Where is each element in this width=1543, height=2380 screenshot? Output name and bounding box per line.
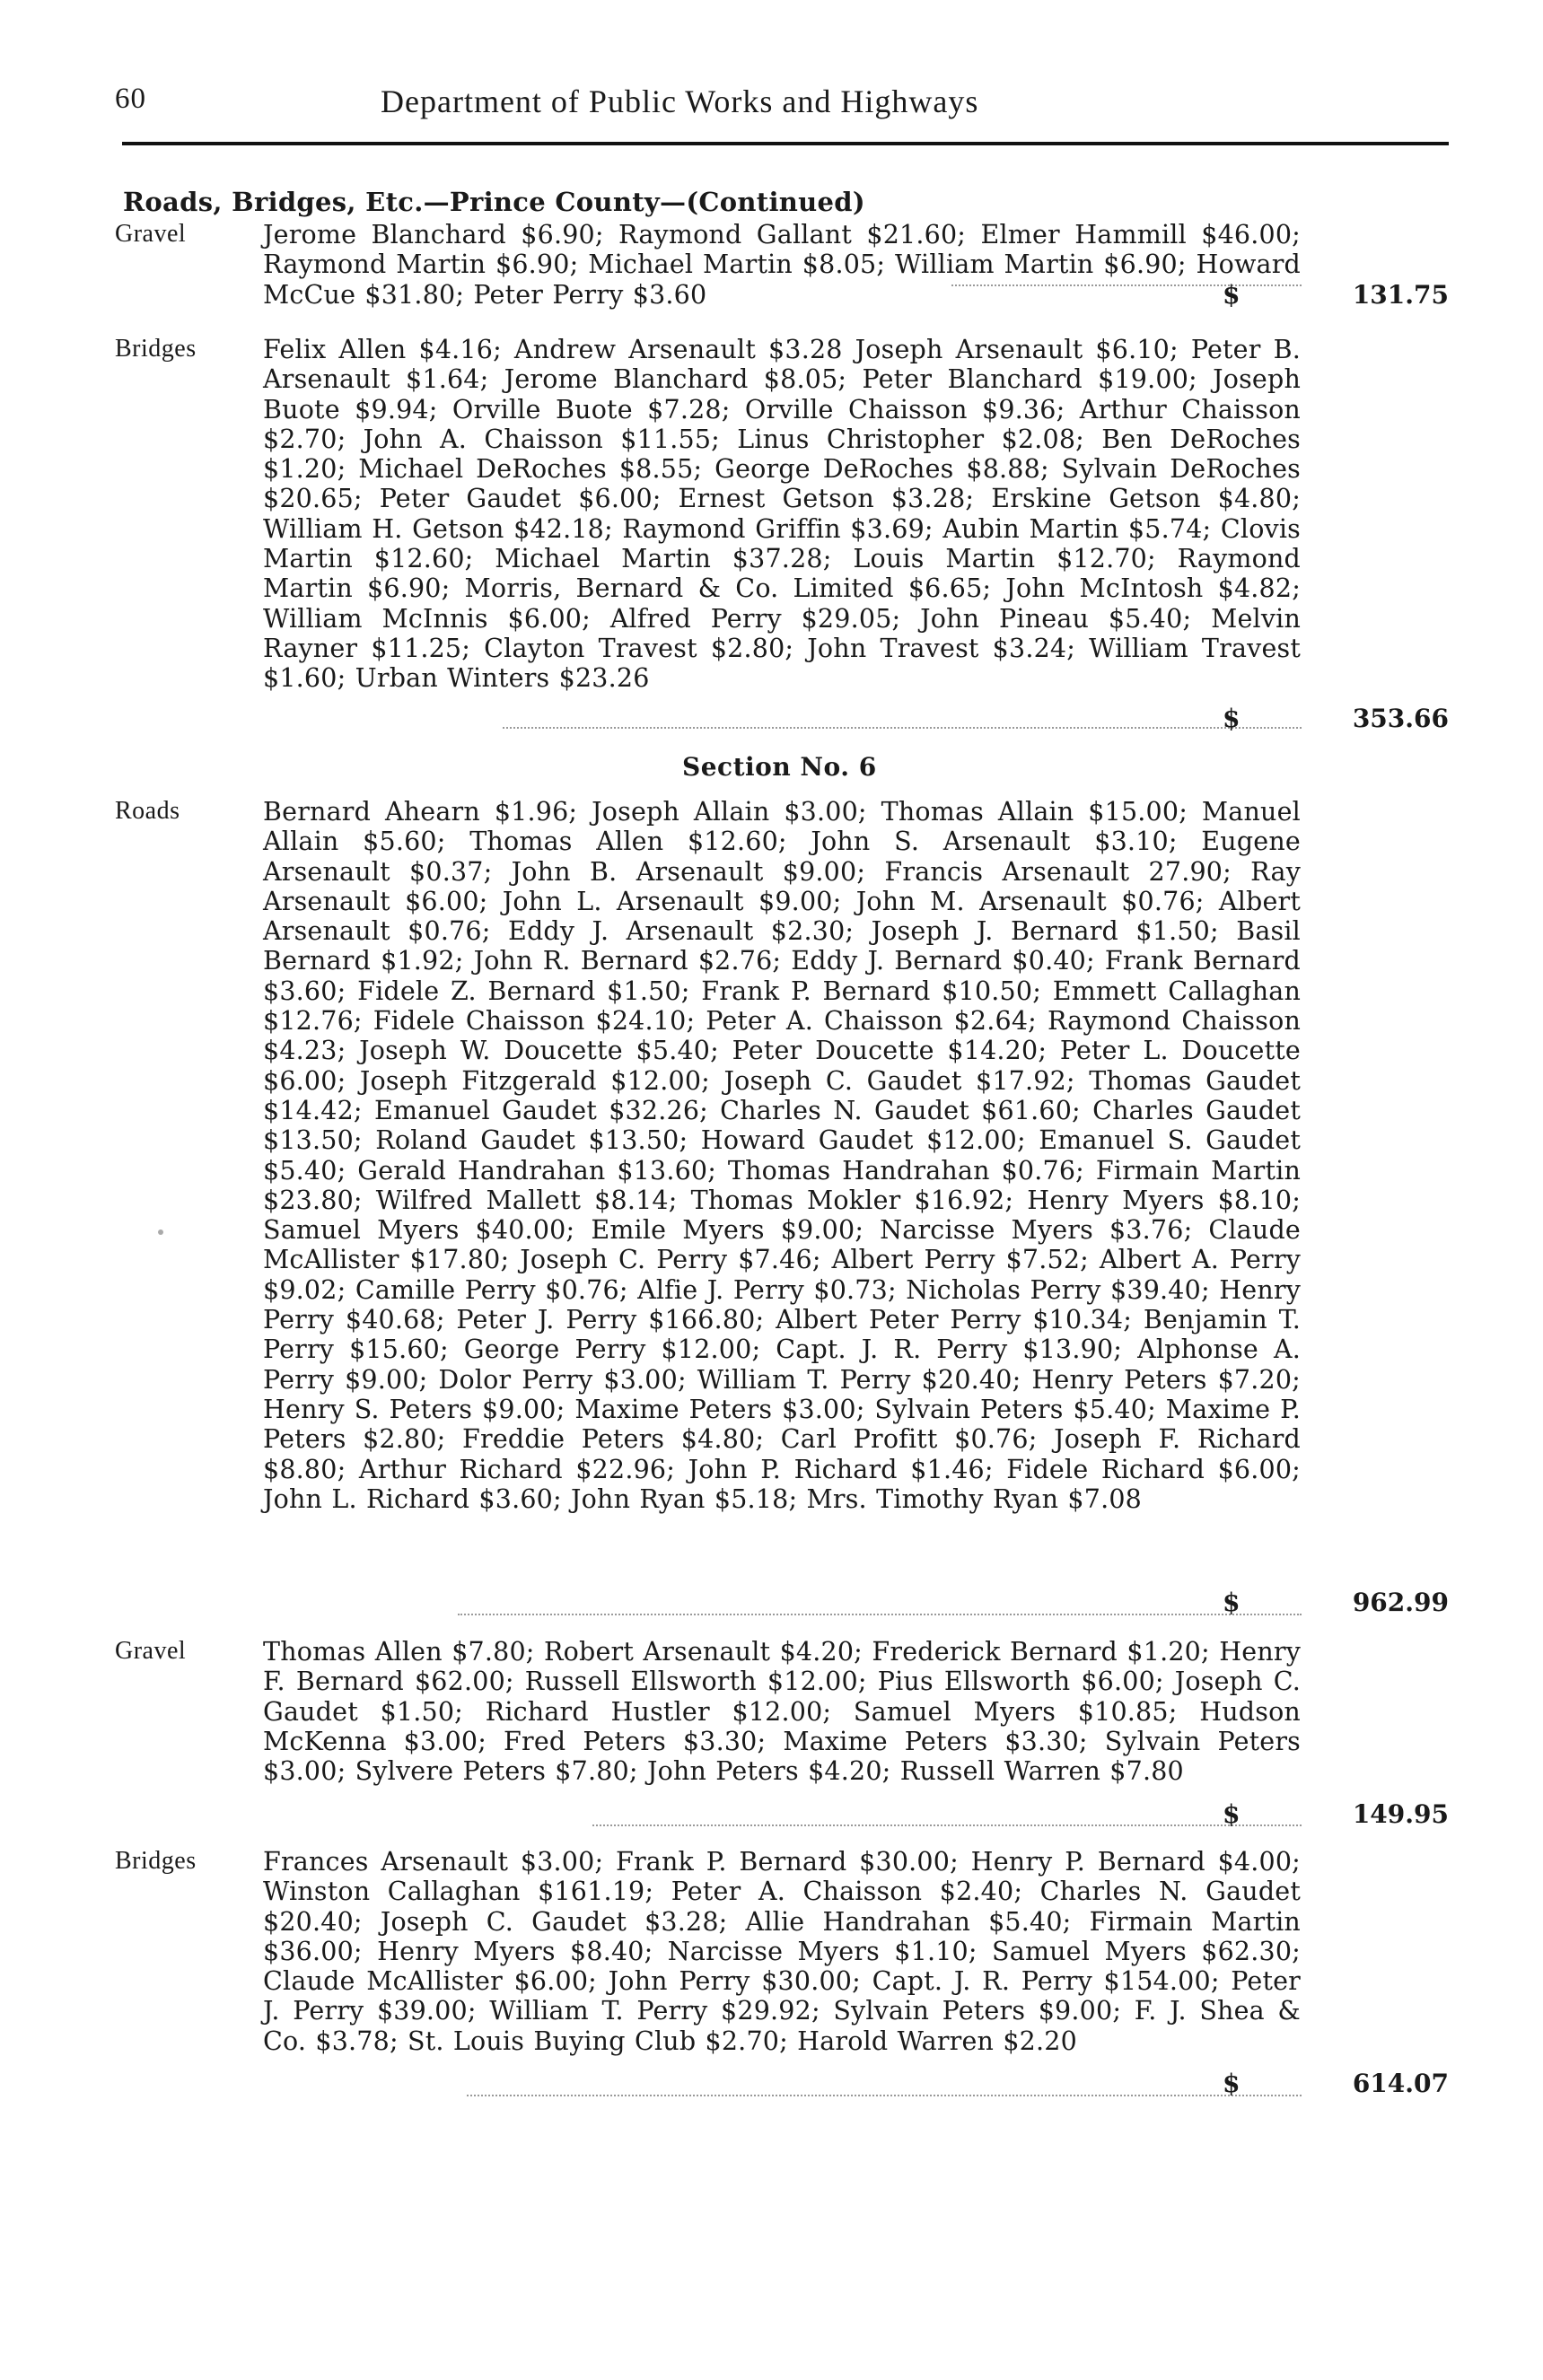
dollar-sign: $	[1223, 1588, 1241, 1617]
entry-label: Roads	[115, 797, 180, 825]
dollar-sign: $	[1223, 1799, 1241, 1829]
amount-value: 131.75	[1352, 280, 1449, 310]
dot-leader	[458, 1612, 1302, 1615]
ink-speck	[158, 1229, 163, 1235]
amount-value: 614.07	[1352, 2069, 1449, 2098]
dot-leader	[467, 2093, 1302, 2096]
entry-label: Gravel	[115, 220, 187, 248]
entry-text: Jerome Blanchard $6.90; Raymond Gallant $21.60; Elmer Hammill $46.00; Raymond Martin $6.90; Michael Martin $8.05; William Martin $6.90; Howard McCue $31.80; Peter Perry $3.60	[263, 220, 1301, 310]
amount-value: 353.66	[1352, 704, 1449, 733]
page-title: Department of Public Works and Highways	[381, 83, 979, 119]
entry-label: Bridges	[115, 335, 197, 363]
entry-text: Bernard Ahearn $1.96; Joseph Allain $3.00; Thomas Allain $15.00; Manuel Allain $5.60; Thomas Allen $12.60; John S. Arsenault $3.10; Eugene Arsenault $0.37; John B. Arsenault $9.00; Francis Arsenault 27.90; Ray Arsenault $6.00; John L. Arsenault $9.00; John M. Arsenault $0.76; Albert Arsenault $0.76; Eddy J. Arsenault $2.30; Joseph J. Bernard $1.50; Basil Bernard $1.92; John R. Bernard $2.76; Eddy J. Bernard $0.40; Frank Bernard $3.60; Fidele Z. Bernard $1.50; Frank P. Bernard $10.50; Emmett Callaghan $12.76; Fidele Chaisson $24.10; Peter A. Chaisson $2.64; Raymond Chaisson $4.23; Joseph W. Doucette $5.40; Peter Doucette $14.20; Peter L. Doucette $6.00; Joseph Fitzgerald $12.00; Joseph C. Gaudet $17.92; Thomas Gaudet $14.42; Emanuel Gaudet $32.26; Charles N. Gaudet $61.60; Charles Gaudet $13.50; Roland Gaudet $13.50; Howard Gaudet $12.00; Emanuel S. Gaudet $5.40; Gerald Handrahan $13.60; Thomas Handrahan $0.76; Firmain Martin $23.80; Wilfred Mallett $8.14; Thomas Mokler $16.92; Henry Myers $8.10; Samuel Myers $40.00; Emile Myers $9.00; Narcisse Myers $3.76; Claude McAllister $17.80; Joseph C. Perry $7.46; Albert Perry $7.52; Albert A. Perry $9.02; Camille Perry $0.76; Alfie J. Perry $0.73; Nicholas Perry $39.40; Henry Perry $40.68; Peter J. Perry $166.80; Albert Peter Perry $10.34; Benjamin T. Perry $15.60; George Perry $12.00; Capt. J. R. Perry $13.90; Alphonse A. Perry $9.00; Dolor Perry $3.00; William T. Perry $20.40; Henry Peters $7.20; Henry S. Peters $9.00; Maxime Peters $3.00; Sylvain Peters $5.40; Maxime P. Peters $2.80; Freddie Peters $4.80; Carl Profitt $0.76; Joseph F. Richard $8.80; Arthur Richard $22.96; John P. Richard $1.46; Fidele Richard $6.00; John L. Richard $3.60; John Ryan $5.18; Mrs. Timothy Ryan $7.08	[263, 797, 1301, 1514]
dot-leader	[592, 1823, 1302, 1826]
page-header	[115, 83, 1449, 136]
dot-leader	[951, 283, 1302, 286]
entry-text: Felix Allen $4.16; Andrew Arsenault $3.28 Joseph Arsenault $6.10; Peter B. Arsenault $1.64; Jerome Blanchard $8.05; Peter Blanchard $19.00; Joseph Buote $9.94; Orville Buote $7.28; Orville Chaisson $9.36; Arthur Chaisson $2.70; John A. Chaisson $11.55; Linus Christopher $2.08; Ben DeRoches $1.20; Michael DeRoches $8.55; George DeRoches $8.88; Sylvain DeRoches $20.65; Peter Gaudet $6.00; Ernest Getson $3.28; Erskine Getson $4.80; William H. Getson $42.18; Raymond Griffin $3.69; Aubin Martin $5.74; Clovis Martin $12.60; Michael Martin $37.28; Louis Martin $12.70; Raymond Martin $6.90; Morris, Bernard & Co. Limited $6.65; John McIntosh $4.82; William McInnis $6.00; Alfred Perry $29.05; John Pineau $5.40; Melvin Rayner $11.25; Clayton Travest $2.80; John Travest $3.24; William Travest $1.60; Urban Winters $23.26	[263, 335, 1301, 694]
dollar-sign: $	[1223, 704, 1241, 733]
entry-label: Gravel	[115, 1637, 187, 1665]
amount-value: 962.99	[1352, 1588, 1449, 1617]
page-number: 60	[115, 83, 146, 115]
dot-leader	[503, 725, 1302, 729]
entry-text: Thomas Allen $7.80; Robert Arsenault $4.20; Frederick Bernard $1.20; Henry F. Bernard $62.00; Russell Ellsworth $12.00; Pius Ellsworth $6.00; Joseph C. Gaudet $1.50; Richard Hustler $12.00; Samuel Myers $10.85; Hudson McKenna $3.00; Fred Peters $3.30; Maxime Peters $3.30; Sylvain Peters $3.00; Sylvere Peters $7.80; John Peters $4.20; Russell Warren $7.80	[263, 1637, 1301, 1787]
dollar-sign: $	[1223, 2069, 1241, 2098]
amount-value: 149.95	[1352, 1799, 1449, 1829]
subsection-heading: Section No. 6	[682, 752, 877, 782]
dollar-sign: $	[1223, 280, 1241, 310]
entry-label: Bridges	[115, 1847, 197, 1875]
header-rule	[122, 142, 1449, 145]
entry-text: Frances Arsenault $3.00; Frank P. Bernard $30.00; Henry P. Bernard $4.00; Winston Callaghan $161.19; Peter A. Chaisson $2.40; Charles N. Gaudet $20.40; Joseph C. Gaudet $3.28; Allie Handrahan $5.40; Firmain Martin $36.00; Henry Myers $8.40; Narcisse Myers $1.10; Samuel Myers $62.30; Claude McAllister $6.00; John Perry $30.00; Capt. J. R. Perry $154.00; Peter J. Perry $39.00; William T. Perry $29.92; Sylvain Peters $9.00; F. J. Shea & Co. $3.78; St. Louis Buying Club $2.70; Harold Warren $2.20	[263, 1847, 1301, 2056]
section-title: Roads, Bridges, Etc.—Prince County—(Continued)	[123, 187, 865, 217]
